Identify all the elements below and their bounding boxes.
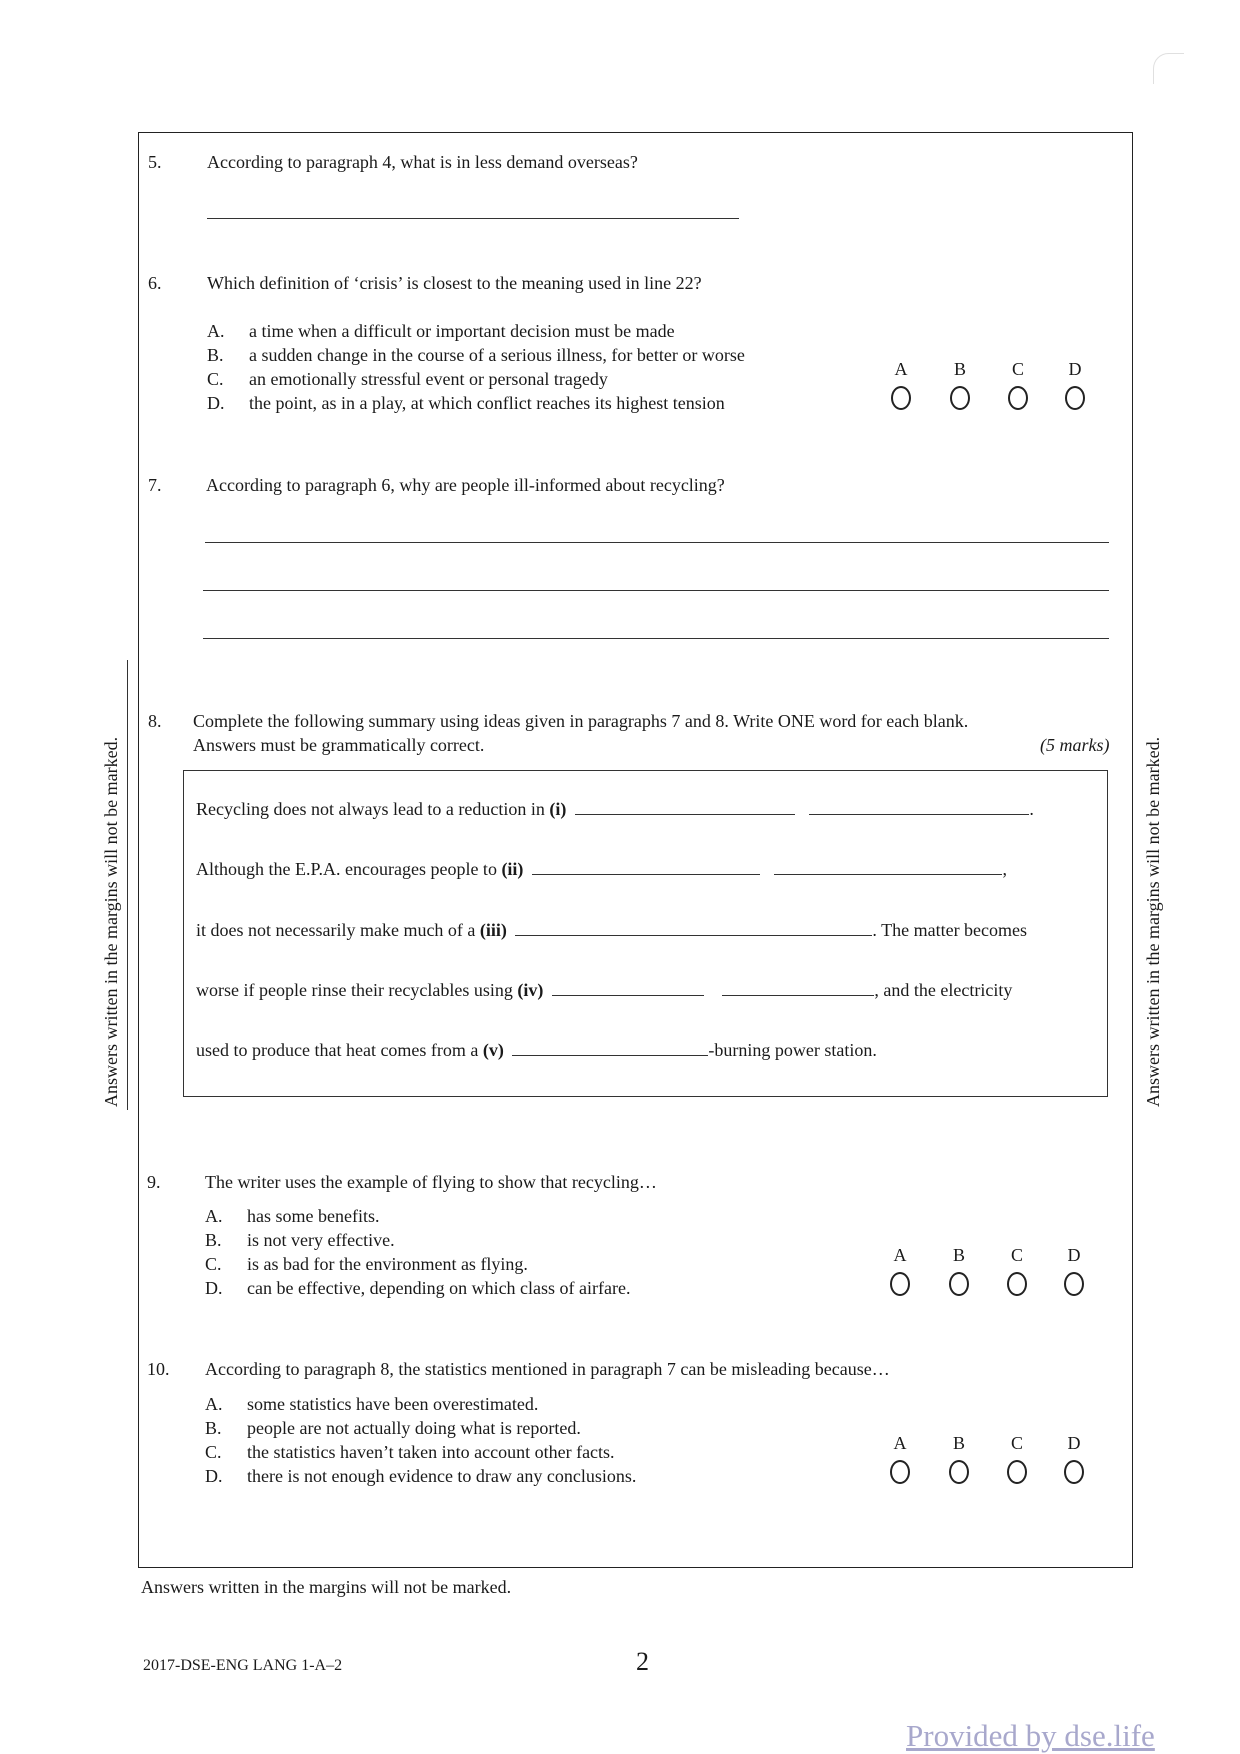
bubble-label: B — [953, 359, 966, 379]
bubble-d[interactable] — [1064, 1460, 1084, 1484]
question-number: 6. — [148, 273, 162, 293]
bubble-label: C — [1010, 1245, 1023, 1265]
question-text: According to paragraph 8, the statistics mentioned in paragraph 7 can be misleading because… — [205, 1359, 890, 1379]
answer-bubbles — [885, 1244, 1085, 1314]
bubble-a[interactable] — [890, 1460, 910, 1484]
question-number: 9. — [147, 1172, 161, 1192]
option-d: D. can be effective, depending on which class of airfare. — [205, 1278, 631, 1298]
bubble-label: A — [893, 1433, 907, 1453]
bubble-label: A — [894, 359, 908, 379]
bubble-c[interactable] — [1007, 1272, 1027, 1296]
footer-margin-note: Answers written in the margins will not be marked. — [141, 1577, 512, 1597]
marks-label: (5 marks) — [1040, 735, 1110, 755]
summary-line-1: Recycling does not always lead to a reduction in (i) . — [196, 799, 1034, 819]
blank-label: (iv) — [517, 980, 544, 1000]
answer-bubbles — [886, 358, 1086, 428]
right-margin-note: Answers written in the margins will not be marked. — [1143, 736, 1163, 1107]
blank-label: (ii) — [501, 859, 524, 879]
bubble-d[interactable] — [1064, 1272, 1084, 1296]
blank-iv-word-1[interactable] — [552, 979, 704, 996]
option-c: C. the statistics haven’t taken into account other facts. — [205, 1442, 615, 1462]
bubble-label: D — [1068, 359, 1082, 379]
option-a: A. a time when a difficult or important decision must be made — [207, 321, 675, 341]
blank-ii-word-2[interactable] — [774, 858, 1002, 875]
bubble-b[interactable] — [949, 1272, 969, 1296]
watermark-link[interactable]: Provided by dse.life — [906, 1718, 1155, 1753]
bubble-label: D — [1067, 1433, 1081, 1453]
bubble-c[interactable] — [1008, 386, 1028, 410]
bubble-c[interactable] — [1007, 1460, 1027, 1484]
blank-label: (v) — [482, 1040, 504, 1060]
bubble-a[interactable] — [890, 1272, 910, 1296]
question-text: According to paragraph 6, why are people ill-informed about recycling? — [206, 475, 725, 495]
answer-line[interactable] — [203, 590, 1109, 591]
bubble-b[interactable] — [949, 1460, 969, 1484]
option-a: A. some statistics have been overestimated. — [205, 1394, 539, 1414]
bubble-a[interactable] — [891, 386, 911, 410]
question-text: Which definition of ‘crisis’ is closest to the meaning used in line 22? — [207, 273, 702, 293]
summary-line-2: Although the E.P.A. encourages people to (ii) , — [196, 859, 1007, 879]
summary-line-4: worse if people rinse their recyclables using (iv) , and the electricity — [196, 980, 1013, 1000]
option-d: D. the point, as in a play, at which conflict reaches its highest tension — [207, 393, 725, 413]
scan-mark — [1153, 53, 1184, 84]
question-text: The writer uses the example of flying to show that recycling… — [205, 1172, 657, 1192]
summary-line-3: it does not necessarily make much of a (iii) . The matter becomes — [196, 920, 1028, 940]
answer-bubbles — [885, 1432, 1085, 1502]
question-number: 10. — [147, 1359, 170, 1379]
option-b: B. a sudden change in the course of a serious illness, for better or worse — [207, 345, 745, 365]
option-d: D. there is not enough evidence to draw any conclusions. — [205, 1466, 637, 1486]
bubble-d[interactable] — [1065, 386, 1085, 410]
bubble-label: D — [1067, 1245, 1081, 1265]
option-c: C. is as bad for the environment as flying. — [205, 1254, 528, 1274]
option-a: A. has some benefits. — [205, 1206, 380, 1226]
blank-iii[interactable] — [515, 919, 872, 936]
question-instruction: Answers must be grammatically correct. — [193, 735, 485, 755]
blank-i-word-1[interactable] — [575, 798, 795, 815]
option-b: B. people are not actually doing what is reported. — [205, 1418, 581, 1438]
option-c: C. an emotionally stressful event or personal tragedy — [207, 369, 608, 389]
blank-label: (iii) — [479, 920, 507, 940]
bubble-label: C — [1010, 1433, 1023, 1453]
left-margin-note: Answers written in the margins will not be marked. — [101, 736, 121, 1107]
question-text: Complete the following summary using ideas given in paragraphs 7 and 8. Write ONE word for each blank. — [193, 711, 969, 731]
left-margin-rule — [127, 660, 128, 1110]
summary-line-5: used to produce that heat comes from a (v) -burning power station. — [196, 1040, 877, 1060]
blank-i-word-2[interactable] — [809, 798, 1029, 815]
answer-line[interactable] — [207, 218, 739, 219]
option-b: B. is not very effective. — [205, 1230, 395, 1250]
blank-label: (i) — [549, 799, 567, 819]
answer-line[interactable] — [205, 542, 1109, 543]
blank-ii-word-1[interactable] — [532, 858, 760, 875]
page-number: 2 — [636, 1647, 649, 1676]
question-number: 7. — [148, 475, 162, 495]
blank-iv-word-2[interactable] — [722, 979, 874, 996]
blank-v[interactable] — [512, 1039, 708, 1056]
bubble-label: B — [952, 1245, 965, 1265]
question-number: 5. — [148, 152, 162, 172]
bubble-b[interactable] — [950, 386, 970, 410]
answer-line[interactable] — [203, 638, 1109, 639]
question-text: According to paragraph 4, what is in less demand overseas? — [207, 152, 638, 172]
bubble-label: A — [893, 1245, 907, 1265]
bubble-label: B — [952, 1433, 965, 1453]
bubble-label: C — [1011, 359, 1024, 379]
paper-code: 2017-DSE-ENG LANG 1-A–2 — [143, 1657, 343, 1674]
question-number: 8. — [148, 711, 162, 731]
